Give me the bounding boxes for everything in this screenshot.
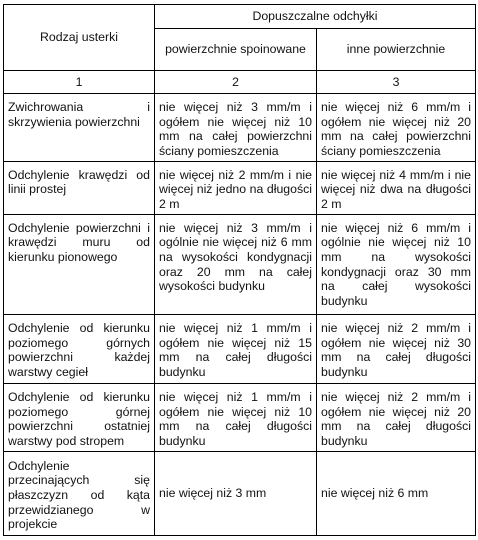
- welded-cell: nie więcej niż 2 mm/m i nie więcej niż jedno na długości 2 m: [155, 161, 317, 214]
- other-cell: nie więcej niż 6 mm: [317, 451, 476, 535]
- header-row-1: [4, 5, 476, 29]
- column-number-2: 2: [155, 71, 317, 94]
- welded-cell: nie więcej niż 1 mm/m i ogółem nie więcej niż 15 mm na całej długości budynku: [155, 315, 317, 384]
- welded-cell: nie więcej niż 3 mm/m i ogółem nie więcej niż 10 mm na całej powierzchni ściany pomieszczenia: [155, 94, 317, 162]
- welded-cell: nie więcej niż 3 mm/m i ogólnie nie więcej niż 6 mm na wysokości kondygnacji oraz 20 mm na całej wysokości budynku: [155, 214, 317, 314]
- table-row: [4, 94, 476, 162]
- other-cell: nie więcej niż 4 mm/m i nie więcej niż dwa na długości 2 m: [317, 161, 476, 214]
- deviations-table: [3, 4, 476, 536]
- defect-cell: Odchylenie powierzchni i krawędzi muru od kierunku pionowego: [4, 214, 155, 314]
- column-number-3: 3: [317, 71, 476, 94]
- defect-cell: Odchylenie przecinających się płaszczyzn od kąta przewidzianego w projekcie: [4, 451, 155, 535]
- other-cell: nie więcej niż 6 mm/m i ogółem nie więcej niż 20 mm na całej powierzchni ściany pomieszczenia: [317, 94, 476, 162]
- table-row: [4, 315, 476, 384]
- other-cell: nie więcej niż 2 mm/m i ogółem nie więcej niż 20 mm na całej długości budynku: [317, 384, 476, 452]
- welded-cell: nie więcej niż 3 mm: [155, 451, 317, 535]
- table-row: [4, 214, 476, 314]
- other-cell: nie więcej niż 6 mm/m i ogólnie nie więcej niż 10 mm na wysokości kondygnacji oraz 30 mm na całej wysokości budynku: [317, 214, 476, 314]
- defect-cell: Odchylenie od kierunku poziomego górnych powierzchni każdej warstwy cegieł: [4, 315, 155, 384]
- table-row: [4, 451, 476, 535]
- table-row: [4, 384, 476, 452]
- defect-cell: Zwichrowania i skrzywienia powierzchni: [4, 94, 155, 162]
- header-defect-type: Rodzaj usterki: [4, 5, 155, 71]
- header-welded-surfaces: powierzchnie spoinowane: [155, 29, 317, 71]
- other-cell: nie więcej niż 2 mm/m i ogółem nie więcej niż 30 mm na całej długości budynku: [317, 315, 476, 384]
- column-number-1: 1: [4, 71, 155, 94]
- defect-cell: Odchylenie krawędzi od linii prostej: [4, 161, 155, 214]
- table-row: [4, 161, 476, 214]
- header-other-surfaces: inne powierzchnie: [317, 29, 476, 71]
- defect-cell: Odchylenie od kierunku poziomego górnej powierzchni ostatniej warstwy pod stropem: [4, 384, 155, 452]
- welded-cell: nie więcej niż 1 mm/m i ogółem nie więcej niż 10 mm na całej długości budynku: [155, 384, 317, 452]
- header-number-row: [4, 71, 476, 94]
- header-allowed-deviations: Dopuszczalne odchyłki: [155, 5, 476, 29]
